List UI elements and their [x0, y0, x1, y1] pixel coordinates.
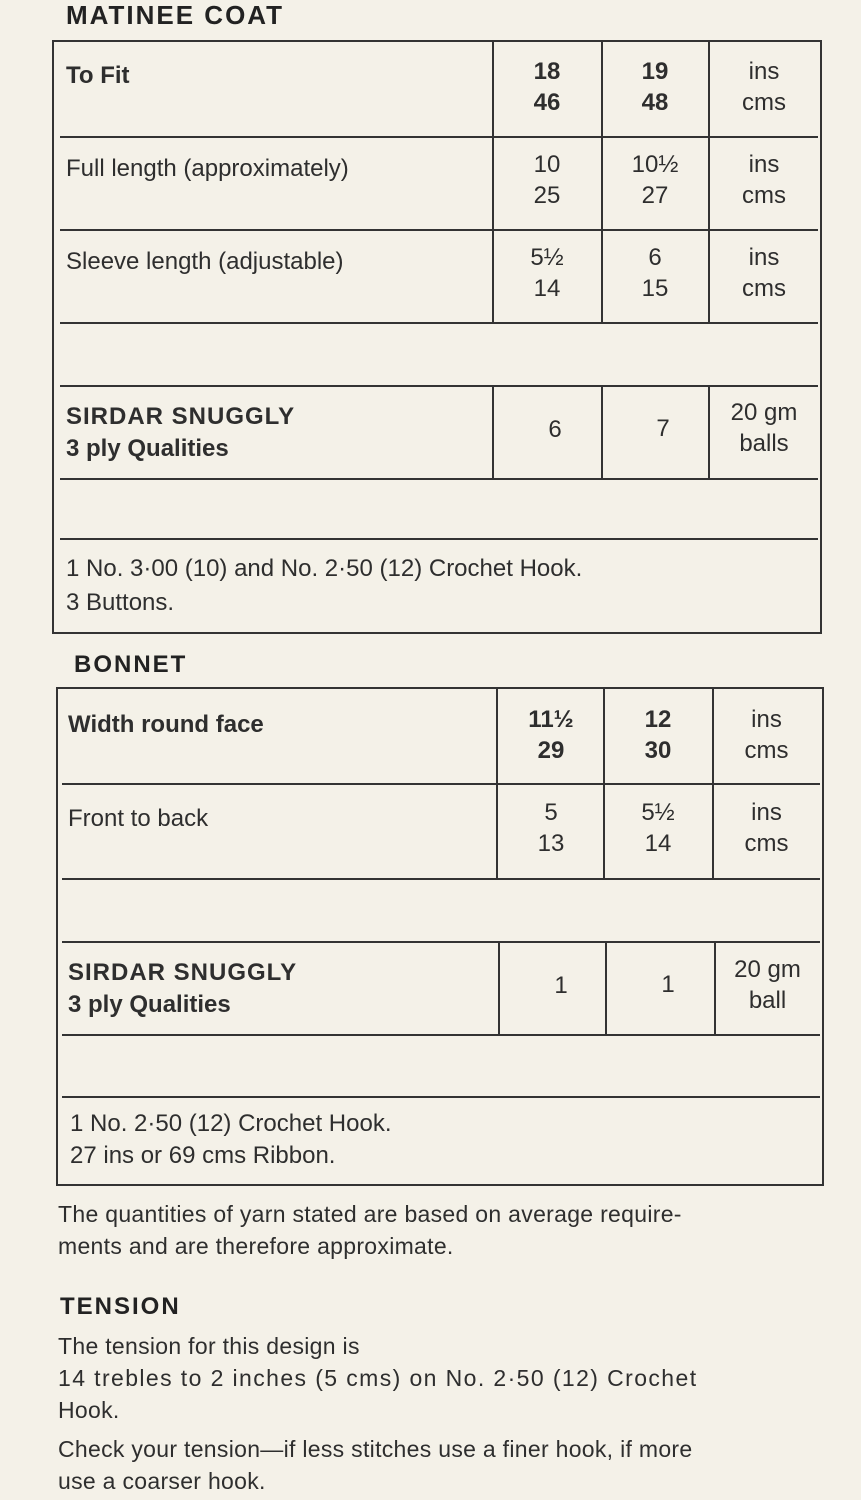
- bonnet-row-divider: [62, 1034, 820, 1036]
- tension-title: TENSION: [60, 1293, 181, 1320]
- unit-label: ins: [748, 151, 780, 178]
- size-value: 12: [644, 706, 672, 733]
- yarn-ply: 3 ply Qualities: [66, 435, 229, 462]
- size-value: 15: [641, 275, 669, 302]
- bonnet-row-divider: [62, 783, 820, 785]
- size-value: 14: [533, 275, 561, 302]
- size-value: 27: [641, 182, 669, 209]
- size-value: 48: [641, 89, 669, 116]
- unit-label: cms: [742, 89, 786, 116]
- unit-label: 20 gm: [734, 956, 801, 983]
- yarn-quantity: 7: [656, 415, 670, 442]
- materials-note: 1 No. 2·50 (12) Crochet Hook.: [70, 1110, 392, 1137]
- yarn-quantity: 1: [661, 971, 675, 998]
- materials-note: 3 Buttons.: [66, 589, 175, 616]
- coat-title: MATINEE COAT: [66, 0, 285, 30]
- yarn-ply: 3 ply Qualities: [68, 991, 231, 1018]
- unit-label: ball: [748, 987, 787, 1014]
- size-value: 5½: [641, 799, 675, 826]
- coat-row-divider: [60, 322, 818, 324]
- unit-label: ins: [748, 58, 780, 85]
- size-value: 46: [533, 89, 561, 116]
- quantities-note: ments and are therefore approximate.: [58, 1233, 454, 1259]
- coat-row-divider: [60, 229, 818, 231]
- unit-label: ins: [751, 799, 782, 826]
- quantities-note: The quantities of yarn stated are based on average require-: [58, 1201, 682, 1227]
- unit-label: cms: [744, 737, 789, 764]
- coat-row-divider: [60, 136, 818, 138]
- tension-check-note: Check your tension—if less stitches use a finer hook, if more: [58, 1436, 693, 1462]
- bonnet-row-divider: [62, 1096, 820, 1098]
- row-label: Front to back: [68, 805, 209, 832]
- size-value: 18: [533, 58, 561, 85]
- unit-label: cms: [742, 182, 786, 209]
- tension-text: 14 trebles to 2 inches (5 cms) on No. 2·50 (12) Crochet: [58, 1365, 698, 1391]
- yarn-name: SIRDAR SNUGGLY: [68, 959, 298, 986]
- size-value: 5½: [530, 244, 564, 271]
- yarn-name: SIRDAR SNUGGLY: [66, 403, 296, 430]
- coat-table: [52, 40, 822, 634]
- size-value: 10: [533, 151, 561, 178]
- bonnet-row-divider: [62, 878, 820, 880]
- unit-label: cms: [742, 275, 786, 302]
- row-label: Width round face: [68, 711, 264, 738]
- unit-label: 20 gm: [730, 399, 798, 426]
- unit-label: cms: [744, 830, 789, 857]
- size-value: 14: [644, 830, 672, 857]
- size-value: 13: [537, 830, 565, 857]
- yarn-quantity: 1: [554, 972, 568, 999]
- tension-text: Hook.: [58, 1397, 120, 1423]
- row-label: Sleeve length (adjustable): [66, 248, 344, 275]
- unit-label: ins: [751, 706, 782, 733]
- size-value: 25: [533, 182, 561, 209]
- size-value: 29: [537, 737, 565, 764]
- size-value: 5: [544, 799, 558, 826]
- size-value: 11½: [528, 706, 574, 733]
- size-value: 6: [648, 244, 662, 271]
- materials-note: 27 ins or 69 cms Ribbon.: [70, 1142, 336, 1169]
- row-label: Full length (approximately): [66, 155, 349, 182]
- coat-row-divider: [60, 385, 818, 387]
- bonnet-title: BONNET: [74, 651, 188, 678]
- size-value: 19: [641, 58, 669, 85]
- coat-row-divider: [60, 478, 818, 480]
- row-label: To Fit: [66, 62, 130, 89]
- tension-text: The tension for this design is: [58, 1333, 360, 1359]
- yarn-quantity: 6: [548, 416, 562, 443]
- unit-label: balls: [739, 430, 789, 457]
- size-value: 10½: [631, 151, 679, 178]
- materials-note: 1 No. 3·00 (10) and No. 2·50 (12) Crochet Hook.: [66, 555, 583, 582]
- tension-check-note: use a coarser hook.: [58, 1468, 266, 1494]
- unit-label: ins: [748, 244, 780, 271]
- coat-row-divider: [60, 538, 818, 540]
- size-value: 30: [644, 737, 672, 764]
- bonnet-row-divider: [62, 941, 820, 943]
